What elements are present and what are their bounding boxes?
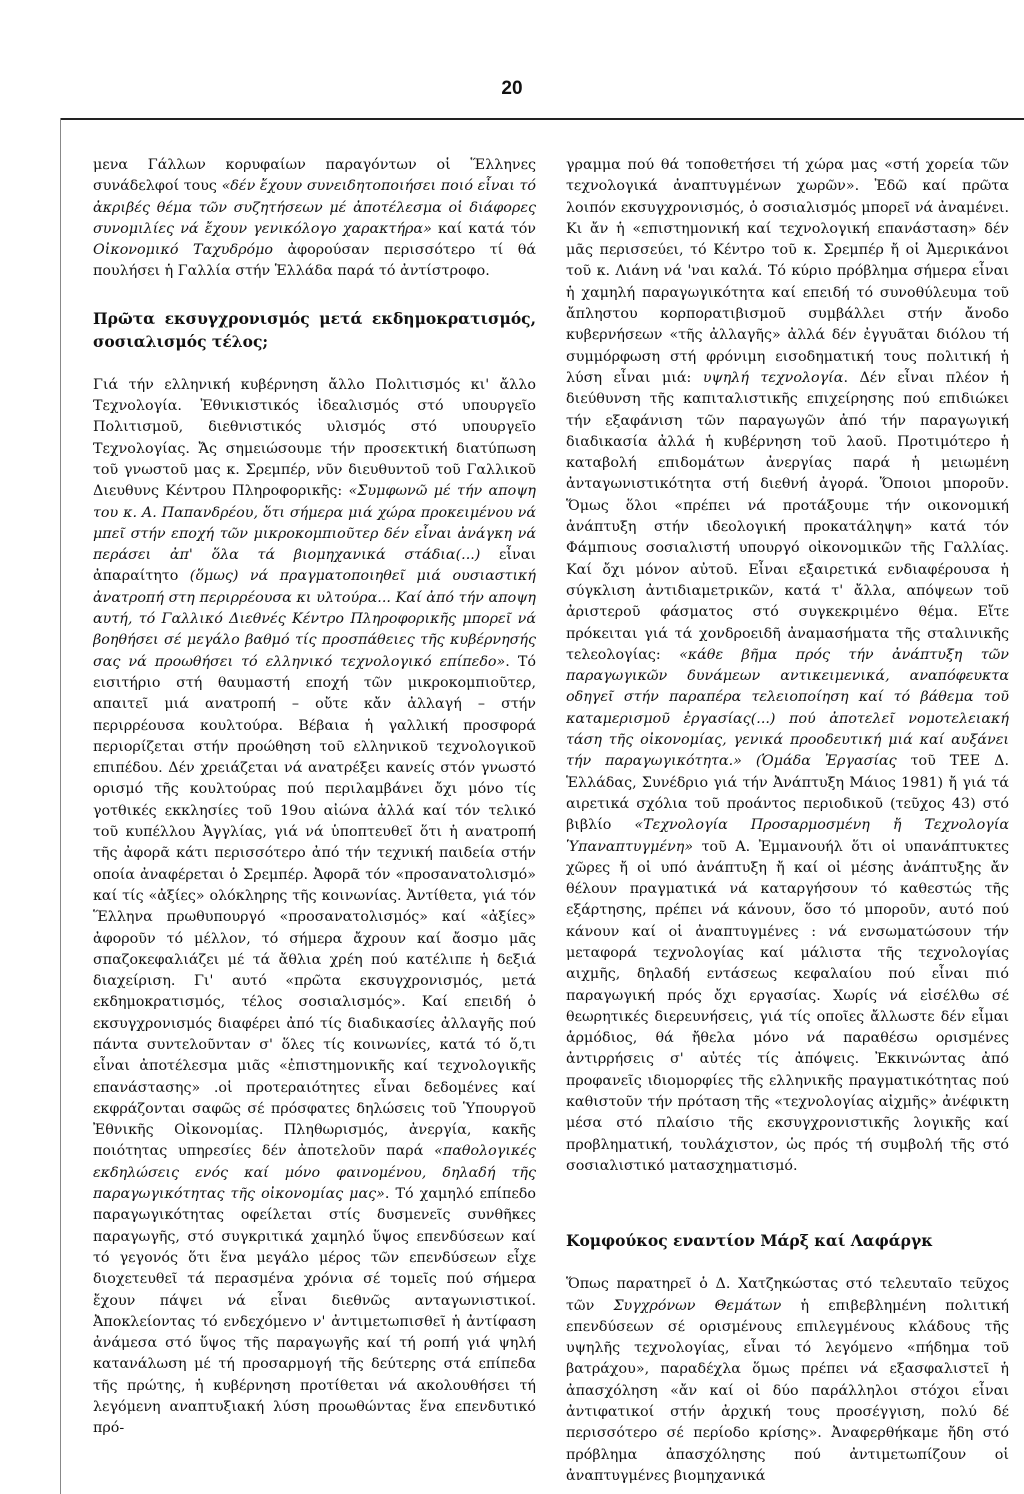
section-heading: Πρῶτα εκσυγχρονισμός μετά εκδημοκρατισμός, σοσιαλισμός τέλος; — [93, 308, 536, 351]
text-run: . Δέν εἶναι πλέον ἡ διεύθυνση τῆς καπιταλιστικῆς επιχείρησης πού επιδιώκει τήν εξαφάνιση τῶν παραγωγῶν ἀπό τήν παραγωγική διαδικασία ἀλλά ἡ κυβέρνηση τοῦ λαοῦ. Προτιμότερο ἡ καταβολή επιδομάτων ἀνεργίας παρά ἡ μειωμένη ἀνταγωνιστικότητα στή διεθνή ἀγορά. Ὅποιοι μποροῦν. Ὅμως ὅλοι «πρέπει νά προτάξουμε τήν οικονομική ἀνάπτυξη στήν ιδεολογική προκατάληψη» κατά τόν Φάμπιους σοσιαλιστή υπουργό οἰκονομικῶν τῆς Γαλλίας. Καί ὄχι μόνον αὐτοῦ. Εἶναι εξαιρετικά ενδιαφέρουσα ἡ σύγκλιση ἀντιδιαμετρικῶν, κατά τ' ἄλλα, απόψεων τοῦ ἀριστεροῦ φάσματος στό συγκεκριμένο θέμα. Εἴτε πρόκειται γιά τά χονδροειδῆ ἀναμασήματα τῆς σταλινικῆς τελεολογίας: — [566, 369, 1009, 663]
text-run: Ὅπως παρατηρεῖ ὁ Δ. Χατζηκώστας στό τελευταῖο τεῦχος τῶν — [566, 1276, 1009, 1314]
left-paragraph-1 — [93, 155, 536, 283]
text-run: ἀφορούσαν περισσότερο τί θά πουλήσει ἡ Γαλλία στήν Ἑλλάδα παρά τό ἀντίστροφο. — [93, 242, 536, 280]
text-run: ἡ επιβεβλημένη πολιτική επενδύσεων σέ ορισμένους επιλεγμένους κλάδους τῆς υψηλῆς τεχνολογίας, εἶναι τό λεγόμενο «πήδημα τοῦ βατράχου», παραδέχλα ὅμως πρέπει νά εξασφαλιστεῖ ἡ ἀπασχόληση «ἄν καί οἱ δύο παράλληλοι στόχοι εἶναι ἀντιφατικοί στήν ἀρχική τους προσέγγιση, πολύ δέ περισσότερο σέ περίοδο κρίσης». Ἀναφερθήκαμε ἤδη στό πρόβλημα ἀπασχόλησης πού ἀντιμετωπίζουν οἱ ἀναπτυγμένες βιομηχανικά — [566, 1297, 1009, 1484]
right-paragraph-2 — [566, 1274, 1009, 1485]
text-run: Γιά τήν ελληνική κυβέρνηση ἄλλο Πολιτισμός κι' ἄλλο Τεχνολογία. Ἐθνικιστικός ἰδεαλισμός στό υπουργεῖο Πολιτισμοῦ, διεθνιστικός υλισμός στό υπουργεῖο Τεχνολογίας. Ἄς σημειώσουμε τήν προσεκτική διατύπωση τοῦ γνωστοῦ μας κ. Σρεμπέρ, νῦν διευθυντοῦ τοῦ Γαλλικοῦ Διευθυνς Κέντρου Πληροφορικῆς: — [93, 376, 536, 500]
left-paragraph-2 — [93, 375, 536, 1440]
quote-run: (ὅμως) νά πραγματοποιηθεῖ μιά ουσιαστική ἀνατροπή στη περιρρέουσα κι υλτούρα... Καί ἀπό τήν αποψη αυτή, τό Γαλλικό Διεθνές Κέντρο Πληροφορικῆς μπορεῖ νά βοηθήσει σέ μεγάλο βαθμό τίς προσπάθειες τῆς κυβέρνησής σας νά προωθήσει τό ελληνικό τεχνολογικό επίπεδο» — [93, 568, 536, 670]
emphasis-run: υψηλή τεχνολογία — [702, 369, 844, 386]
text-run: γραμμα πού θά τοποθετήσει τή χώρα μας «στή χορεία τῶν τεχνολογικά ἀναπτυγμένων χωρῶν». Ἐδῶ καί πρῶτα λοιπόν εκσυγχρονισμός, ὁ σοσιαλισμός μπορεῖ νά ἀναμένει. Κι ἄν ἡ «επιστημονική καί τεχνολογική επανάσταση» δέν μᾶς περισσεύει, τό Κέντρο τοῦ κ. Σρεμπέρ ἤ οἱ Ἀμερικάνοι τοῦ κ. Λιάνη νά 'ναι καλά. Τό κύριο πρόβλημα σήμερα εἶναι ἡ χαμηλή παραγωγικότητα καί επειδή τό συνοθύλευμα τοῦ ἄπληστου κορπορατιβισμοῦ συμβάλλει στήν ἄνοδο κυβερνήσεων «τῆς ἀλλαγῆς» ἀλλά δέν ἐγγυᾶται διόλου τή συμμόρφωση στή φρόνιμη εισοδηματική τους πολιτική ἡ λύση εἶναι μιά: — [566, 157, 1009, 386]
right-column — [566, 155, 1009, 1485]
text-run: τοῦ ΤΕΕ Δ. Ἑλλάδας, Συνέδριο γιά τήν Ἀνάπτυξη Μάιος 1981) ἤ γιά τά αιρετικά σχόλια τοῦ προάντος περιοδικοῦ (τεῦχος 43) στό βιβλίο — [566, 753, 1009, 834]
quote-run: «δέν ἔχουν συνειδητοποιήσει ποιό εἶναι τό ἀκριβές θέμα τῶν συζητήσεων μέ ἀποτέλεσμα οἱ διάφορες συνομιλίες νά ἔχουν γενικόλογο χαρακτήρα» — [93, 178, 536, 237]
journal-title: Συγχρόνων Θεμάτων — [613, 1297, 782, 1314]
text-run: . Τό χαμηλό επίπεδο παραγωγικότητας οφείλεται στίς δυσμενεῖς συνθῆκες παραγωγῆς, στό συγκριτικά χαμηλό ὕψος επενδύσεων καί τό γεγονός ὅτι ἕνα μεγάλο μέρος τῶν επενδύσεων εἶχε διοχετευθεῖ τά περασμένα χρόνια σέ τομεῖς πού σήμερα ἔχουν πάψει νά εἶναι διεθνῶς ανταγωνιστικοί. Ἀποκλείοντας τό ενδεχόμενο ν' ἀντιμετωπισθεῖ ἡ ἀντίφαση ἀνάμεσα στό ὕψος τῆς παραγωγῆς καί τή ροπή γιά ψηλή κατανάλωση μέ τή προσαρμογή τῆς δεύτερης στά επίπεδα τῆς πρώτης, ἡ κυβέρνηση προτίθεται νά ακολουθήσει τή λεγόμενη αναπτυξιακή λύση προωθώντας ἕνα επενδυτικό πρό- — [93, 1186, 536, 1437]
newspaper-name: Οἰκονομικό Ταχυδρόμο — [93, 242, 274, 259]
quote-run: «Συμφωνῶ μέ τήν αποψη του κ. Α. Παπανδρέου, ὅτι σήμερα μιά χώρα προκειμένου νά μπεῖ στήν εποχή τῶν μικροκομπιοῦτερ δέν εἶναι ἀνάγκη νά περάσει ἀπ' ὅλα τά βιομηχανικά στάδια(...) — [93, 483, 536, 564]
text-run: τοῦ Α. Ἐμμανουήλ ὅτι οἱ υπανάπτυκτες χῶρες ἤ οἱ υπό ἀνάπτυξη ἤ καί οἱ μέσης ἀνάπτυξης ἄν θέλουν πραγματικά νά καταργήσουν τό καθεστώς τῆς εξάρτησης, πρέπει νά κάνουν, ὅσο τό μποροῦν, αυτό πού κάνουν καί οἱ ἀναπτυγμένες : νά ενσωματώσουν τήν μεταφορά τεχνολογίας καί μάλιστα τῆς τεχνολογίας αιχμῆς, δηλαδή εντάσεως κεφαλαίου πού εἶναι πιό παραγωγική πρός ὄχι εργασίας. Χωρίς νά εἰσέλθω σέ θεωρητικές διερευνήσεις, γιά τίς οποῖες ἄλλωστε δέν εἶμαι ἁρμόδιος, θά ἤθελα μόνο νά παραθέσω ορισμένες ἀντιρρήσεις σ' αὐτές τίς ἀπόψεις. Ἐκκινώντας ἀπό προφανεῖς ιδιομορφίες τῆς ελληνικῆς πραγματικότητας πού καθιστοῦν τήν πρόταση τῆς «τεχνολογίας αἰχμῆς» ἀνέφικτη μέσα στό πλαίσιο τῆς εκσυγχρονιστικῆς λογικῆς καί προβληματική, τουλάχιστον, ὡς πρός τή συμβολή τῆς στό σοσιαλιστικό ματασχηματισμό. — [566, 838, 1009, 1174]
book-title: «Τεχνολογία Προσαρμοσμένη ἤ Τεχνολογία Ὑπαναπτυγμένη» — [566, 817, 1009, 855]
page-number: 20 — [501, 78, 523, 99]
section-heading: Κομφούκος εναντίον Μάρξ καί Λαφάργκ — [566, 1231, 933, 1251]
right-paragraph-1 — [566, 155, 1009, 1177]
quote-run: «παθολογικές εκδηλώσεις ενός καί μόνο φαινομένου, δηλαδή τῆς παραγωγικότητας τῆς οἰκονομίας μας» — [93, 1143, 536, 1203]
quote-run: «κάθε βῆμα πρός τήν ἀνάπτυξη τῶν παραγωγικῶν δυνάμεων αντικειμενικά, αναπόφευκτα οδηγεῖ στήν παραπέρα τελειοποίηση καί τό βάθεμα τοῦ καταμερισμοῦ ἐργασίας(...) πού ἀποτελεῖ νομοτελειακή τάση τῆς οἰκονομίας, γενικά προοδευτική μιά καί αυξάνει τήν παραγωγικότητα.» (Ὁμάδα Ἐργασίας — [566, 646, 1009, 770]
left-column — [93, 155, 536, 1485]
text-run: καί κατά τόν — [431, 220, 536, 237]
text-run: εἶναι ἀπαραίτητο — [93, 547, 536, 585]
left-rule — [60, 118, 61, 1494]
top-rule — [60, 118, 1024, 120]
text-run: μενα Γάλλων κορυφαίων παραγόντων οἱ Ἕλληνες συνάδελφοί τους — [93, 157, 536, 195]
text-run: . Τό εισιτήριο στή θαυμαστή εποχή τῶν μικροκομπιοῦτερ, απαιτεῖ μιά ανατροπή – οὔτε κἄν ἀλλαγή – στήν περιρρέουσα κουλτούρα. Βέβαια ἡ γαλλική προσφορά περιορίζεται στήν προώθηση τοῦ ελληνικοῦ τεχνολογικοῦ επιπέδου. Δέν χρειάζεται νά ανατρέξει κανείς στόν γνωστό ορισμό τῆς κουλτούρας πού περιλαμβάνει ὄχι μόνο τίς γοτθικές εκκλησίες τοῦ 19ου αἰώνα ἀλλά καί τόν τελικό τοῦ κυπέλλου Ἀγγλίας, γιά νά ὑποπτευθεῖ ὅτι ἡ ανατροπή τῆς ἀφορᾶ κάτι περισσότερο ἀπό τήν τεχνική παιδεία στήν οποία ἀναφέρεται ὁ Σρεμπέρ. Ἀφορᾶ τόν «προσανατολισμό» καί τίς «ἀξίες» ολόκληρης τῆς κοινωνίας. Ἀντίθετα, γιά τόν Ἕλληνα πρωθυπουργό «προσανατολισμός» καί «ἀξίες» ἀφοροῦν τό μέλλον, τό σήμερα ἄχρουν καί ἄοσμο μᾶς σπαζοκεφαλιάζει μέ τά ἄθλια χρέη πού κατέλιπε ἡ δεξιά διαχείριση. Γι' αυτό «πρῶτα εκσυγχρονισμός, μετά εκδημοκρατισμός, τέλος σοσιαλισμός». Καί επειδή ὁ εκσυγχρονισμός διαφέρει ἀπό τίς διαδικασίες ἀλλαγῆς πού πάντα συντελοῦνταν σ' ὅλες τίς κοινωνίες, κατά τό ὅ,τι εἶναι ἀποτέλεσμα μιᾶς «ἐπιστημονικῆς καί τεχνολογικῆς επανάστασης» .οἱ προτεραιότητες εἶναι δεδομένες καί εκφράζονται σαφῶς σέ πρόσφατες δηλώσεις τοῦ Ὑπουργοῦ Ἐθνικῆς Οἰκονομίας. Πληθωρισμός, ἀνεργία, κακῆς ποιότητας υπηρεσίες δέν ἀποτελοῦν παρά — [93, 653, 536, 1160]
